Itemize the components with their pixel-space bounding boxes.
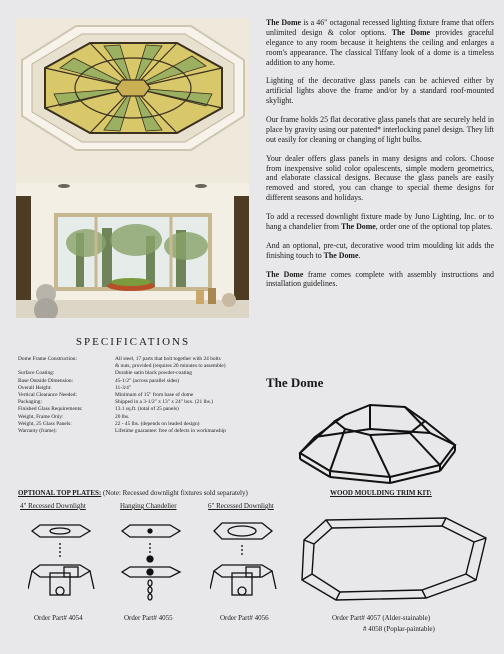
intro-paragraph-5 bbox=[266, 212, 494, 232]
spec-row bbox=[18, 378, 258, 385]
spec-label: Weight, Frame Only: bbox=[18, 413, 64, 420]
optional-top-plates-title bbox=[18, 489, 248, 497]
dome-name: The Dome bbox=[266, 269, 304, 279]
downlight-4-label: 4" Recessed Downlight bbox=[20, 502, 86, 510]
spec-value: Durable satin black powder-coating bbox=[115, 370, 192, 377]
spec-row bbox=[18, 406, 258, 413]
spec-label: Surface Coating: bbox=[18, 370, 55, 377]
spec-label: Finished Glass Requirements: bbox=[18, 406, 83, 413]
spec-label: Dome Frame Construction: bbox=[18, 356, 77, 362]
intro-paragraph-1 bbox=[266, 18, 494, 67]
order-part-4055: Order Part# 4055 bbox=[124, 614, 173, 622]
spec-value: Minimum of 15" from base of dome bbox=[115, 391, 194, 398]
spec-value: 22 - 45 lbs. (depends on leaded design) bbox=[115, 420, 200, 427]
spec-label: Packaging: bbox=[18, 399, 42, 406]
description-column bbox=[266, 18, 494, 298]
downlight-4-plate-drawing bbox=[28, 515, 98, 605]
intro-paragraph-2: Lighting of the decorative glass panels can be achieved either by artificial lights above the frame and/or by a standard roof-mounted skylight. bbox=[266, 76, 494, 106]
spec-value: 11-3/4" bbox=[115, 384, 132, 391]
spec-row bbox=[18, 421, 258, 428]
wood-moulding-drawing bbox=[296, 510, 494, 605]
spec-label: Overall Height: bbox=[18, 384, 52, 391]
spec-label: Base Outside Dimension: bbox=[18, 377, 74, 384]
intro-text: provides graceful elegance to any room because it heightens the ceiling and enlarges a room's appearance. The classical Tiffany look of a dome is a timeless addition to any home. bbox=[266, 27, 494, 67]
downlight-6-plate-drawing bbox=[210, 515, 280, 605]
intro-text: And an optional, pre-cut, decorative wood trim moulding kit adds the finishing touch to bbox=[266, 240, 494, 260]
spec-row bbox=[18, 363, 258, 370]
dome-room-photo bbox=[16, 18, 249, 318]
spec-value: Lifetime guarantee: free of defects in workmanship bbox=[115, 427, 226, 434]
spec-value: 45-1/2" (across parallel sides) bbox=[115, 377, 180, 384]
intro-text: frame comes complete with assembly instructions and installation guidelines. bbox=[266, 269, 494, 289]
intro-text: , order one of the optional top plates. bbox=[375, 221, 493, 231]
downlight-6-label: 6" Recessed Downlight bbox=[208, 502, 274, 510]
order-part-4054: Order Part# 4054 bbox=[34, 614, 83, 622]
intro-paragraph-4: Your dealer offers glass panels in many designs and colors. Choose from inexpensive solid color opalescents, simple modern geometrics, and elaborate classical designs. Because the glass panels are easily removed and stored, you can change to special theme designs for different seasons and holidays. bbox=[266, 153, 494, 203]
order-part-4058: # 4058 (Poplar-paintable) bbox=[363, 625, 435, 633]
spec-value: & nuts, provided (requires 20 minutes to assemble) bbox=[115, 363, 226, 370]
dome-name: The Dome bbox=[391, 27, 431, 37]
order-part-4056: Order Part# 4056 bbox=[220, 614, 269, 622]
specifications-title: SPECIFICATIONS bbox=[75, 336, 191, 348]
spec-value: 20 lbs. bbox=[115, 413, 130, 420]
dome-name: The Dome bbox=[323, 250, 359, 260]
intro-text: . bbox=[358, 250, 361, 260]
dome-heading: The Dome bbox=[266, 375, 324, 390]
spec-row bbox=[18, 370, 258, 377]
specifications-table bbox=[18, 356, 258, 435]
intro-paragraph-6 bbox=[266, 241, 494, 261]
spec-label: Vertical Clearance Needed: bbox=[18, 391, 77, 398]
order-part-4057: Order Part# 4057 (Alder-stainable) bbox=[332, 614, 431, 622]
chandelier-label: Hanging Chandelier bbox=[120, 502, 177, 510]
spec-row bbox=[18, 428, 258, 435]
chandelier-plate-drawing bbox=[118, 515, 188, 605]
optional-top-plates-note: (Note: Recessed downlight fixtures sold separately) bbox=[101, 489, 248, 497]
intro-paragraph-7 bbox=[266, 270, 494, 290]
optional-top-plates-label: OPTIONAL TOP PLATES: bbox=[18, 489, 102, 497]
spec-row bbox=[18, 414, 258, 421]
spec-row bbox=[18, 385, 258, 392]
spec-value: Shipped in a 3-1/2" x 13" x 24" box. (21 lbs.) bbox=[115, 399, 213, 406]
spec-value: 13.1 sq.ft. (total of 25 panels) bbox=[115, 406, 179, 413]
dome-name: The Dome bbox=[340, 221, 376, 231]
dome-frame-diagram bbox=[290, 393, 460, 485]
spec-value: All steel, 17 parts that bolt together with 24 bolts bbox=[115, 356, 221, 362]
spec-label: Weight, 25 Glass Panels: bbox=[18, 420, 72, 427]
intro-text: To add a recessed downlight fixture made by Juno Lighting, Inc. or to hang a chandelier from bbox=[266, 212, 494, 231]
intro-text: is a 46" octagonal recessed lighting fixture frame that offers unlimited design & color options. bbox=[266, 18, 494, 37]
wood-moulding-title: WOOD MOULDING TRIM KIT: bbox=[330, 489, 432, 497]
intro-paragraph-3: Our frame holds 25 flat decorative glass panels that are securely held in place by gravity using our patented* interlocking panel design. They lift out easily for cleaning or changing of light bulbs. bbox=[266, 115, 494, 144]
spec-label: Warranty (frame): bbox=[18, 427, 57, 434]
dome-name: The Dome bbox=[266, 18, 302, 27]
